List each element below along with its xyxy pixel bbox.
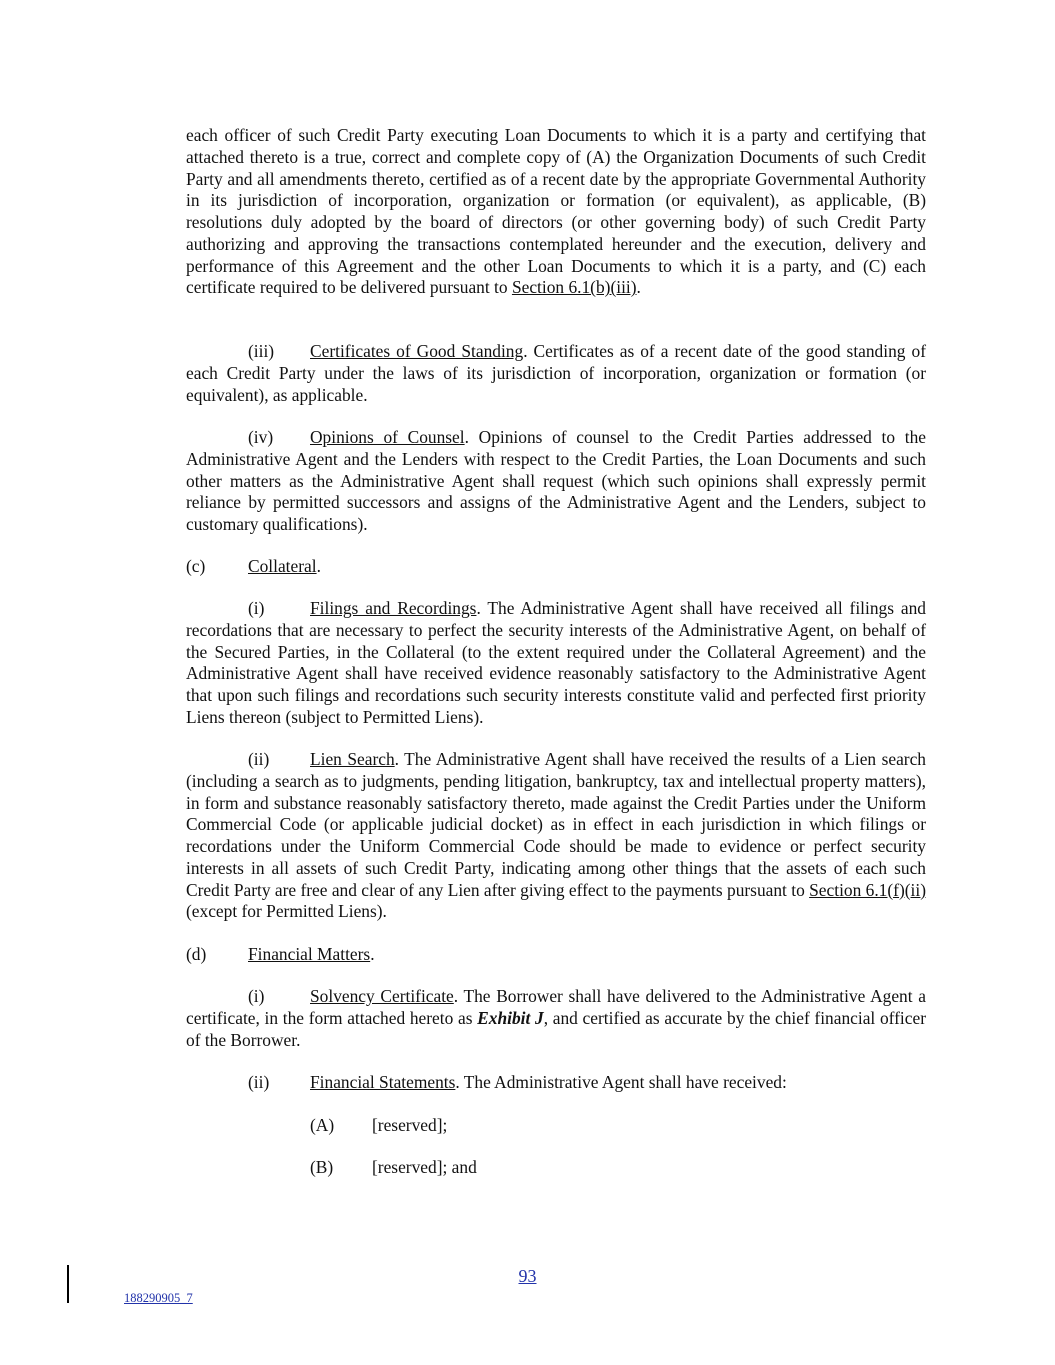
item-text: . Opinions of counsel to the Credit Parties addressed to the Administrative Agent and the Lenders with respect to the Credit Parties, the Loan Documents and such other matters as the Administrative Agent shall request (which such opinions shall expressly permit reliance by permitted successors and assigns of the Administrative Agent and the Lenders, subject to customary qualifications).	[186, 427, 926, 534]
item-heading: Certificates of Good Standing	[310, 341, 524, 361]
item-text: . The Administrative Agent shall have received the results of a Lien search (including a search as to judgments, pending litigation, bankruptcy, tax and intellectual property matters), in form and substance reasonably satisfactory thereto, made against the Credit Parties under the Uniform Commercial Code (or applicable judicial docket) as in effect in each jurisdiction in which filings or recordations under the Uniform Commercial Code should be made to evidence or perfect security interests in all assets of such Credit Party, indicating among other things that the assets of each such Credit Party are free and clear of any Lien after giving effect to the payments pursuant to	[186, 749, 926, 900]
paragraph-filings-recordings	[186, 598, 926, 729]
item-number: (iv)	[248, 427, 274, 447]
item-heading: Collateral	[248, 556, 317, 576]
document-id: 188290905_7	[124, 1291, 193, 1305]
paragraph-officer-certificate	[186, 125, 926, 299]
section-reference: Section 6.1(f)(ii)	[809, 879, 926, 900]
section-reference: Section 6.1(b)(iii)	[511, 277, 637, 298]
item-text: . The Administrative Agent shall have received all filings and recordations that are necessary to perfect the security interests of the Administrative Agent, on behalf of the Secured Parties, in the Collateral (to the extent required under the Collateral Agreement) and the Administrative Agent shall have received evidence reasonably satisfactory to the Administrative Agent that upon such filings and recordations such security interests constitute valid and perfected first priority Liens thereon (subject to Permitted Liens).	[186, 598, 927, 727]
item-text: . The Administrative Agent shall have received:	[455, 1072, 787, 1092]
paragraph-solvency-certificate	[186, 986, 926, 1051]
item-number: (iii)	[248, 341, 275, 361]
item-number: (ii)	[248, 1072, 270, 1092]
heading-collateral	[186, 556, 926, 578]
item-text: [reserved]; and	[372, 1157, 477, 1177]
item-heading: Financial Matters	[248, 944, 371, 964]
paragraph-lien-search	[186, 749, 926, 923]
paragraph-financial-statements	[186, 1072, 926, 1094]
paragraph-good-standing	[186, 341, 926, 406]
exhibit-reference: Exhibit J	[477, 1007, 544, 1028]
item-heading: Financial Statements	[310, 1072, 456, 1092]
item-number: (i)	[248, 986, 265, 1006]
list-item-a	[186, 1115, 926, 1137]
margin-change-bar	[67, 1265, 69, 1303]
paragraph-text: each officer of such Credit Party executing Loan Documents to which it is a party and certifying that attached thereto is a true, correct and complete copy of (A) the Organization Documents of such Credit Party and all amendments thereto, certified as of a recent date by the appropriate Governmental Authority in its jurisdiction of incorporation, organization or formation (or equivalent), as applicable, (B) resolutions duly adopted by the board of directors (or other governing body) of such Credit Party authorizing and approving the transactions contemplated hereunder and the execution, delivery and performance of this Agreement and the other Loan Documents to which it is a party, and (C) each certificate required to be delivered pursuant to	[186, 125, 926, 298]
paragraph-end: .	[636, 277, 641, 298]
item-number: (ii)	[248, 749, 270, 769]
item-heading: Filings and Recordings	[310, 598, 477, 618]
item-number: (c)	[186, 556, 206, 576]
item-heading: Lien Search	[310, 749, 395, 769]
item-text: . The Borrower shall have delivered to the Administrative Agent a certificate, in the form attached hereto as	[186, 986, 926, 1028]
item-number: (A)	[310, 1115, 335, 1135]
list-item-b	[186, 1157, 926, 1179]
paragraph-opinions-of-counsel	[186, 427, 926, 536]
item-end: (except for Permitted Liens).	[186, 901, 387, 922]
item-heading: Solvency Certificate	[310, 986, 454, 1006]
item-number: (B)	[310, 1157, 334, 1177]
item-end: , and certified as accurate by the chief financial officer of the Borrower.	[186, 1007, 926, 1050]
item-end: .	[316, 556, 321, 576]
heading-financial-matters	[186, 944, 926, 966]
page-number: 93	[518, 1266, 537, 1286]
item-text: [reserved];	[372, 1115, 448, 1135]
item-number: (i)	[248, 598, 265, 618]
item-end: .	[370, 944, 375, 964]
item-heading: Opinions of Counsel	[310, 427, 465, 447]
item-number: (d)	[186, 944, 207, 964]
item-text: . Certificates as of a recent date of the good standing of each Credit Party under the laws of its jurisdiction of incorporation, organization or formation (or equivalent), as applicable.	[186, 341, 926, 405]
